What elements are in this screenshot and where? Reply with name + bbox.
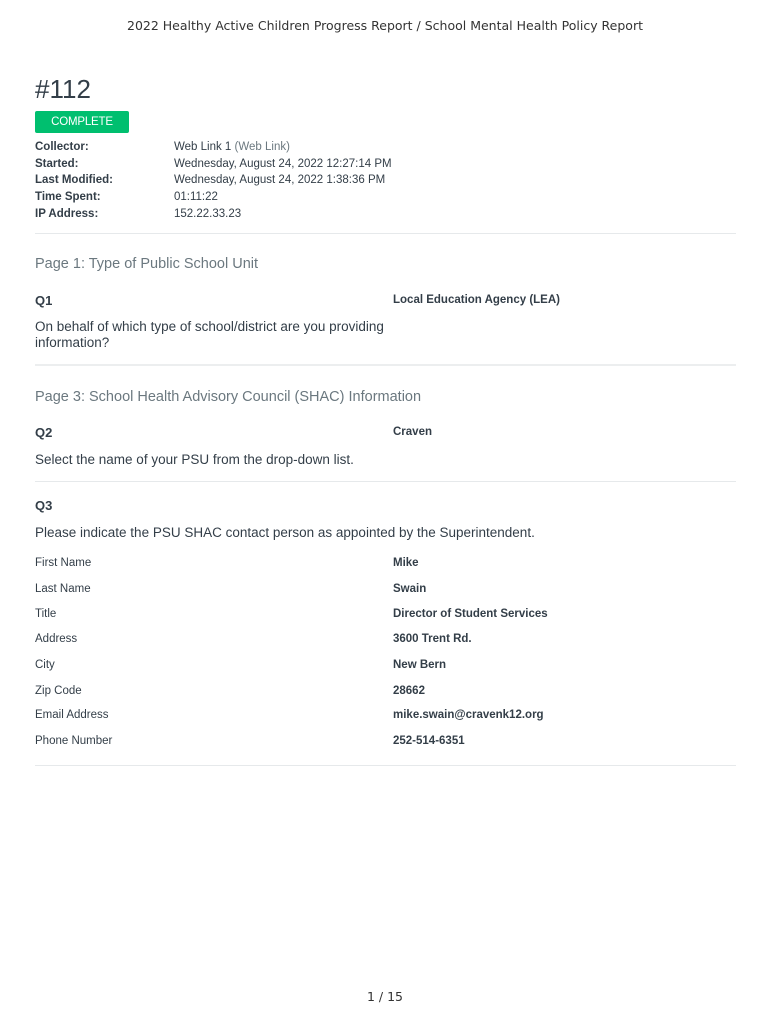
collector-label: Collector:	[35, 141, 89, 154]
meta-row-time-spent	[35, 189, 635, 206]
page1-title: Page 1: Type of Public School Unit	[35, 256, 259, 272]
page-divider	[35, 364, 736, 366]
last-modified-label: Last Modified:	[35, 174, 113, 187]
divider	[35, 765, 736, 766]
meta-row-ip-address	[35, 205, 635, 222]
q2-number: Q2	[35, 425, 53, 440]
ip-address-label: IP Address:	[35, 207, 99, 220]
page3-title: Page 3: School Health Advisory Council (SHAC) Information	[35, 389, 422, 405]
field-value-email-address: mike.swain@cravenk12.org	[393, 709, 544, 721]
field-label-title: Title	[35, 608, 57, 620]
q1-number: Q1	[35, 293, 53, 308]
divider	[35, 233, 736, 234]
collector-name: Web Link 1	[174, 141, 232, 154]
q3-number: Q3	[35, 498, 53, 513]
divider	[35, 481, 736, 482]
page-indicator: 1 / 15	[366, 989, 404, 1004]
field-value-address: 3600 Trent Rd.	[393, 633, 472, 645]
response-id: #112	[35, 74, 91, 104]
field-label-city: City	[35, 659, 55, 671]
field-value-city: New Bern	[393, 659, 447, 671]
collector-type: (Web Link)	[234, 141, 290, 154]
ip-address-value: 152.22.33.23	[174, 207, 242, 220]
field-value-zip-code: 28662	[393, 685, 425, 697]
field-label-address: Address	[35, 633, 78, 645]
document-header-title: 2022 Healthy Active Children Progress Report / School Mental Health Policy Report	[127, 18, 643, 33]
field-value-first-name: Mike	[393, 557, 419, 569]
meta-row-started	[35, 156, 635, 173]
field-value-title: Director of Student Services	[393, 608, 548, 620]
started-value: Wednesday, August 24, 2022 12:27:14 PM	[174, 157, 392, 170]
response-metadata	[35, 139, 635, 222]
q3-text: Please indicate the PSU SHAC contact person as appointed by the Superintendent.	[35, 525, 535, 540]
field-label-last-name: Last Name	[35, 583, 91, 595]
last-modified-value: Wednesday, August 24, 2022 1:38:36 PM	[174, 174, 386, 187]
q1-answer: Local Education Agency (LEA)	[393, 294, 560, 306]
field-label-phone-number: Phone Number	[35, 735, 113, 747]
meta-row-last-modified	[35, 172, 635, 189]
field-value-phone-number: 252-514-6351	[393, 735, 465, 747]
status-badge: COMPLETE	[35, 111, 129, 133]
q2-answer: Craven	[393, 426, 432, 438]
time-spent-value: 01:11:22	[174, 191, 218, 204]
started-label: Started:	[35, 157, 79, 170]
field-value-last-name: Swain	[393, 583, 427, 595]
q2-text: Select the name of your PSU from the drop-down list.	[35, 452, 354, 467]
q1-text: On behalf of which type of school/district are you providing information?	[35, 319, 384, 350]
field-label-first-name: First Name	[35, 557, 92, 569]
collector-value	[174, 141, 290, 153]
field-label-email-address: Email Address	[35, 709, 109, 721]
meta-row-collector	[35, 139, 635, 156]
field-label-zip-code: Zip Code	[35, 685, 82, 697]
time-spent-label: Time Spent:	[35, 191, 101, 204]
